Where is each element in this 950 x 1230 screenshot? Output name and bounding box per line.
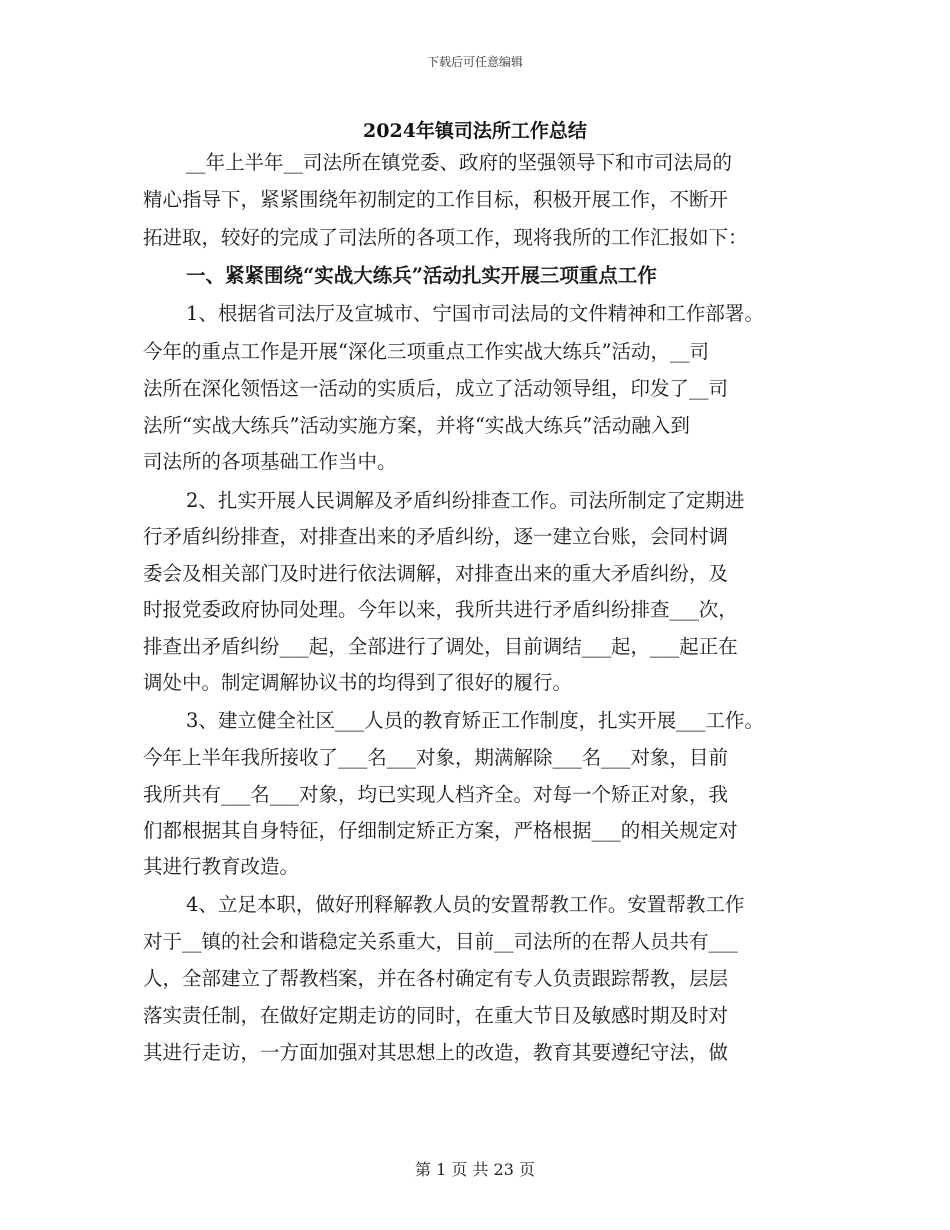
body-line: 其进行走访，一方面加强对其思想上的改造，教育其要遵纪守法，做: [143, 1041, 729, 1064]
body-line: 委会及相关部门及时进行依法调解，对排查出来的重大矛盾纠纷，及: [143, 562, 729, 585]
body-line: 今年上半年我所接收了___名___对象，期满解除___名___对象，目前: [143, 746, 729, 769]
body-line: 行矛盾纠纷排查，对排查出来的矛盾纠纷，逐一建立台账，会同村调: [143, 525, 729, 548]
body-line: 人，全部建立了帮教档案，并在各村确定有专人负责跟踪帮教，层层: [143, 967, 729, 990]
body-line: 法所在深化领悟这一活动的实质后，成立了活动领导组，印发了__司: [143, 377, 729, 400]
body-line: 我所共有___名___对象，均已实现人档齐全。对每一个矫正对象，我: [143, 783, 729, 806]
body-line: 1、根据省司法厅及宣城市、宁国市司法局的文件精神和工作部署。: [186, 302, 764, 325]
body-line: 排查出矛盾纠纷___起，全部进行了调处，目前调结___起，___起正在: [143, 635, 738, 658]
body-line: 们都根据其自身特征，仔细制定矫正方案，严格根据___的相关规定对: [143, 819, 738, 842]
body-line: 2、扎实开展人民调解及矛盾纠纷排查工作。司法所制定了定期进: [186, 489, 745, 512]
body-line: 司法所的各项基础工作当中。: [143, 450, 397, 473]
body-line: 法所“实战大练兵”活动实施方案，并将“实战大练兵”活动融入到: [143, 414, 690, 437]
body-line: 调处中。制定调解协议书的均得到了很好的履行。: [143, 671, 573, 694]
body-line: 4、立足本职，做好刑释解教人员的安置帮教工作。安置帮教工作: [186, 893, 745, 916]
section-heading: 一、紧紧围绕“实战大练兵”活动扎实开展三项重点工作: [186, 264, 657, 287]
page-footer: 第 1 页 共 23 页: [415, 1160, 535, 1179]
body-line: 时报党委政府协同处理。今年以来，我所共进行矛盾纠纷排查___次，: [143, 598, 738, 621]
body-line: 精心指导下，紧紧围绕年初制定的工作目标，积极开展工作，不断开: [143, 188, 729, 211]
body-line: 对于__镇的社会和谐稳定关系重大，目前__司法所的在帮人员共有___: [143, 930, 738, 953]
header-note: 下载后可任意编辑: [426, 55, 523, 69]
body-line: 拓进取，较好的完成了司法所的各项工作，现将我所的工作汇报如下：: [143, 226, 748, 249]
body-line: 3、建立健全社区___人员的教育矫正工作制度，扎实开展___工作。: [186, 709, 764, 732]
body-line: 其进行教育改造。: [143, 855, 300, 878]
body-line: __年上半年__司法所在镇党委、政府的坚强领导下和市司法局的: [186, 151, 733, 174]
body-line: 今年的重点工作是开展“深化三项重点工作实战大练兵”活动，__司: [143, 340, 709, 363]
document-title: 2024年镇司法所工作总结: [363, 120, 587, 142]
body-line: 落实责任制，在做好定期走访的同时，在重大节日及敏感时期及时对: [143, 1004, 729, 1027]
